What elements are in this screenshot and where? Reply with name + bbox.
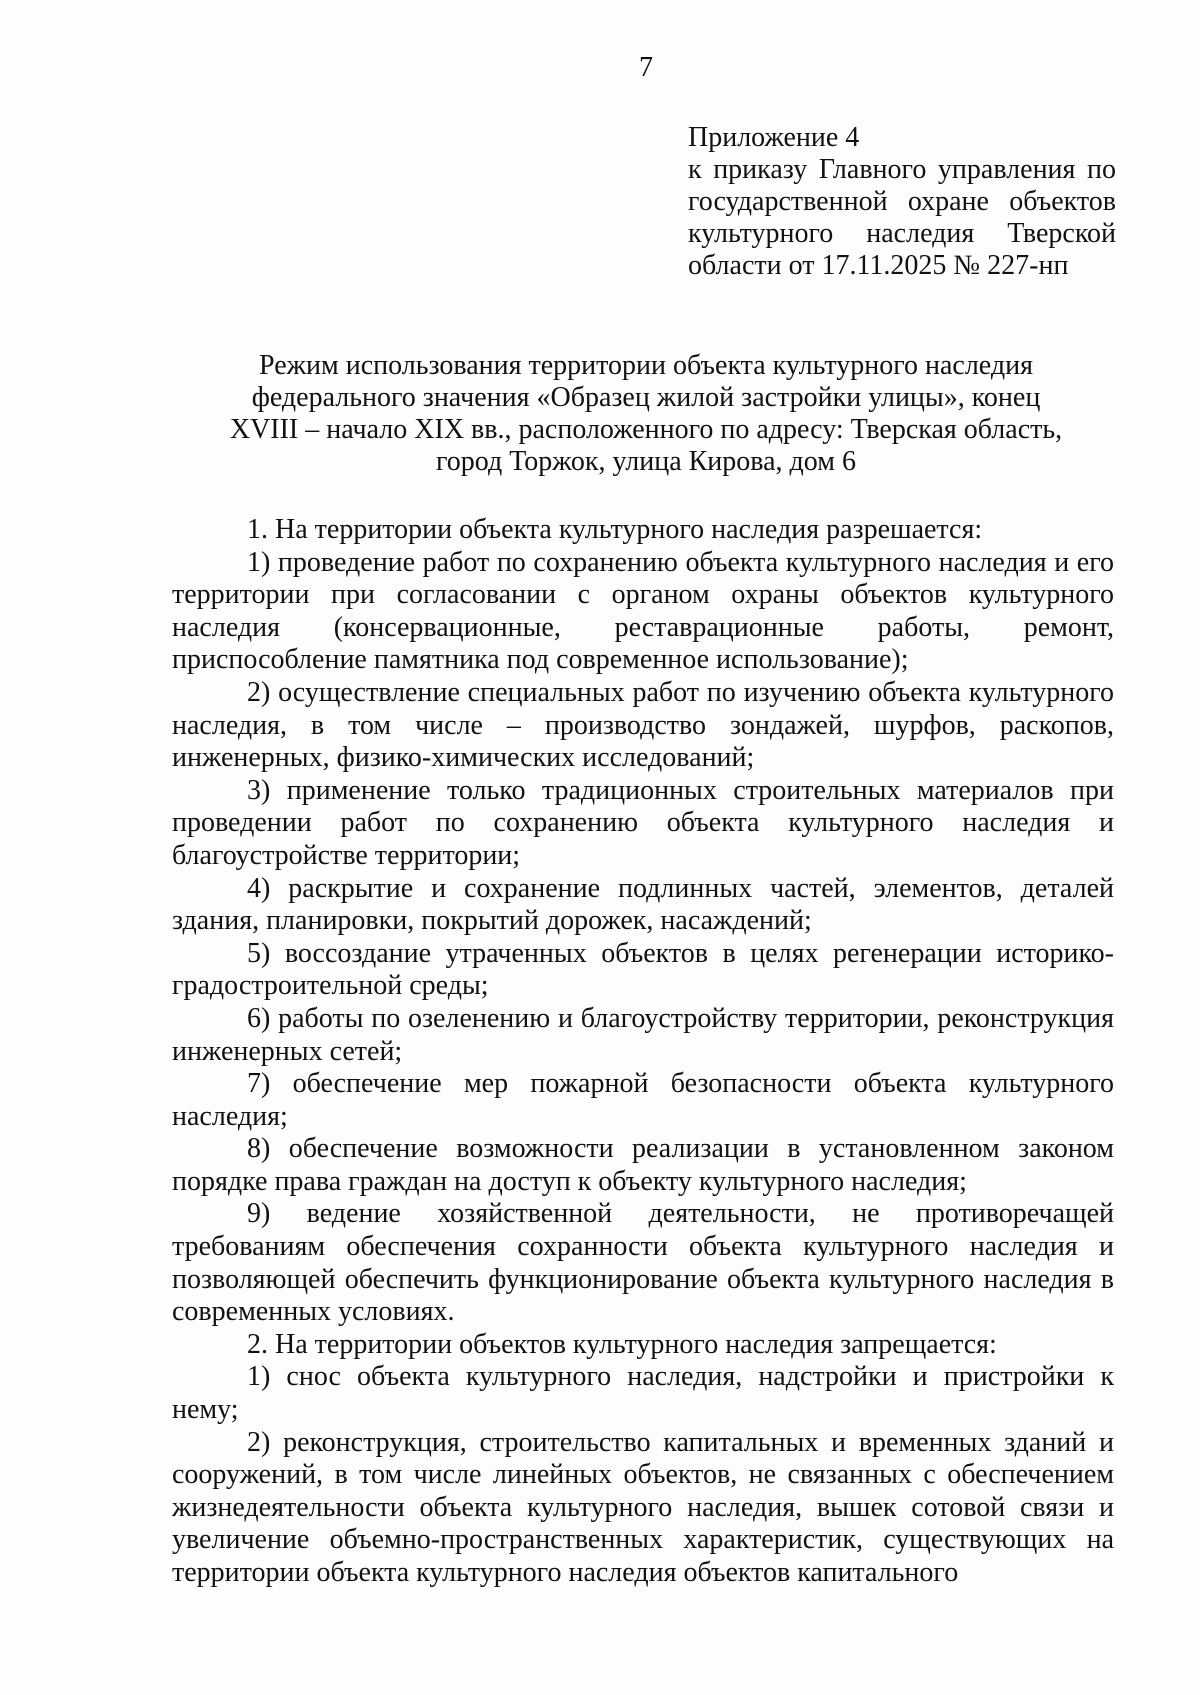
title-line: Режим использования территории объекта культурного наследия xyxy=(259,350,1033,381)
list-item: 8) обеспечение возможности реализации в установленном законом порядке права граждан на доступ к объекту культурного наследия; xyxy=(172,1133,1114,1197)
annex-line: к приказу Главного управления по xyxy=(688,154,1116,185)
list-item: 2) реконструкция, строительство капитальных и временных зданий и сооружений, в том числе линейных объектов, не связанных с обеспечением жизнедеятельности объекта культурного наследия, вышек сотовой связи и увеличение объемно-пространственных характеристик, существующих на территории объекта культурного наследия объектов капитального xyxy=(172,1426,1114,1588)
section-heading-permitted: 1. На территории объекта культурного наследия разрешается: xyxy=(247,514,983,545)
list-item: 4) раскрытие и сохранение подлинных частей, элементов, деталей здания, планировки, покрытий дорожек, насаждений; xyxy=(172,872,1114,937)
page-number: 7 xyxy=(639,52,653,83)
document-title xyxy=(172,350,1120,478)
list-item: 7) обеспечение мер пожарной безопасности объекта культурного наследия; xyxy=(172,1068,1114,1132)
title-line: город Торжок, улица Кирова, дом 6 xyxy=(436,446,856,477)
list-item: 2) осуществление специальных работ по изучению объекта культурного наследия, в том числе – производство зондажей, шурфов, раскопов, инженерных, физико-химических исследований; xyxy=(172,676,1114,774)
section-heading-prohibited: 2. На территории объектов культурного наследия запрещается: xyxy=(247,1328,997,1360)
title-line: XVIII – начало XIX вв., расположенного по адресу: Тверская область, xyxy=(229,414,1063,445)
annex-line: культурного наследия Тверской xyxy=(688,218,1116,249)
annex-line: государственной охране объектов xyxy=(688,186,1116,217)
annex-header xyxy=(688,122,1116,282)
annex-line: области от 17.11.2025 № 227-нп xyxy=(688,250,1069,281)
list-item: 1) снос объекта культурного наследия, надстройки и пристройки к нему; xyxy=(172,1361,1114,1426)
annex-line: Приложение 4 xyxy=(688,122,860,153)
list-item: 5) воссоздание утраченных объектов в целях регенерации историко-градостроительной среды; xyxy=(172,937,1114,1002)
list-item: 3) применение только традиционных строительных материалов при проведении работ по сохранению объекта культурного наследия и благоустройстве территории; xyxy=(172,774,1114,871)
list-item: 6) работы по озеленению и благоустройству территории, реконструкция инженерных сетей; xyxy=(172,1002,1114,1067)
list-item: 9) ведение хозяйственной деятельности, не противоречащей требованиям обеспечения сохранности объекта культурного наследия и позволяющей обеспечить функционирование объекта культурного наследия в современных условиях. xyxy=(172,1198,1114,1328)
document-body xyxy=(172,514,1114,1590)
title-line: федерального значения «Образец жилой застройки улицы», конец xyxy=(251,382,1041,413)
list-item: 1) проведение работ по сохранению объекта культурного наследия и его территории при согласовании с органом охраны объектов культурного наследия (консервационные, реставрационные работы, ремонт, приспособление памятника под современное использование); xyxy=(172,546,1114,676)
